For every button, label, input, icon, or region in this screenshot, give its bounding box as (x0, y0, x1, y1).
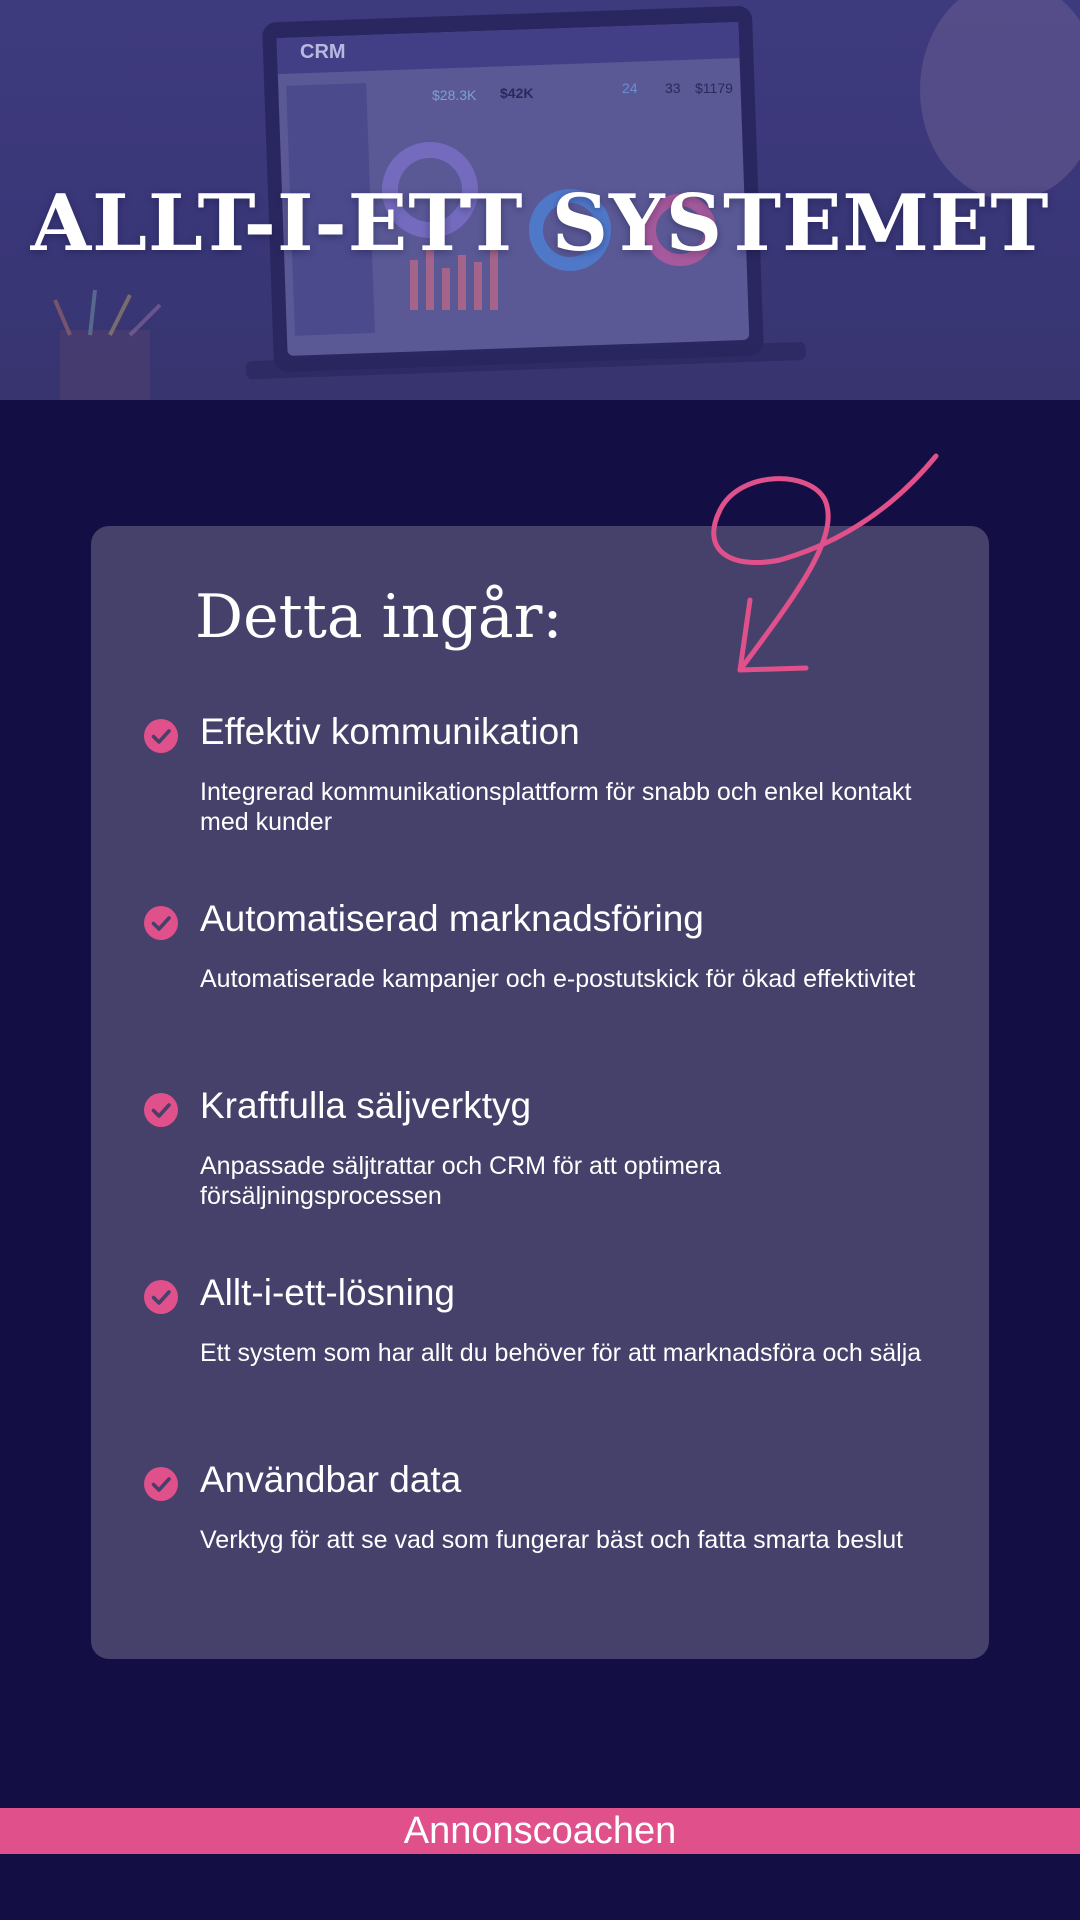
crm-stat: $28.3K (432, 87, 477, 103)
feature-description: Anpassade säljtrattar och CRM för att optimera försäljningsprocessen (200, 1152, 722, 1210)
crm-stat: 24 (622, 80, 638, 96)
curly-arrow-icon (700, 440, 960, 680)
brand-name: Annonscoachen (403, 1810, 677, 1852)
check-circle-icon (144, 1093, 178, 1127)
feature-title: Användbar data (200, 1459, 462, 1500)
feature-item (91, 1272, 989, 1459)
feature-item (91, 711, 989, 898)
feature-item (91, 1085, 989, 1272)
feature-item (91, 898, 989, 1085)
feature-description: Verktyg för att se vad som fungerar bäst och fatta smarta beslut (200, 1526, 904, 1554)
feature-list (91, 711, 989, 1646)
feature-title: Effektiv kommunikation (200, 711, 580, 752)
feature-title: Kraftfulla säljverktyg (200, 1085, 532, 1126)
features-card (91, 526, 989, 1659)
check-circle-icon (144, 719, 178, 753)
feature-description: Automatiserade kampanjer och e-postutskick för ökad effektivitet (200, 965, 916, 993)
crm-app-label: CRM (300, 41, 346, 63)
feature-title: Allt-i-ett-lösning (200, 1272, 455, 1313)
check-circle-icon (144, 1467, 178, 1501)
check-circle-icon (144, 906, 178, 940)
hero-banner (0, 0, 1080, 400)
feature-title: Automatiserad marknadsföring (200, 898, 704, 939)
feature-description: Ett system som har allt du behöver för att marknadsföra och sälja (200, 1339, 922, 1367)
footer-brand-bar (0, 1808, 1080, 1854)
feature-description: Integrerad kommunikationsplattform för snabb och enkel kontakt med kunder (200, 778, 912, 836)
crm-stat: 33 (665, 80, 681, 96)
page-title: ALLT-I-ETT SYSTEMET (30, 178, 1050, 269)
crm-stat: $42K (500, 85, 534, 101)
feature-item (91, 1459, 989, 1646)
check-circle-icon (144, 1280, 178, 1314)
crm-stat: $1179 (695, 80, 733, 96)
card-title: Detta ingår: (195, 582, 563, 652)
